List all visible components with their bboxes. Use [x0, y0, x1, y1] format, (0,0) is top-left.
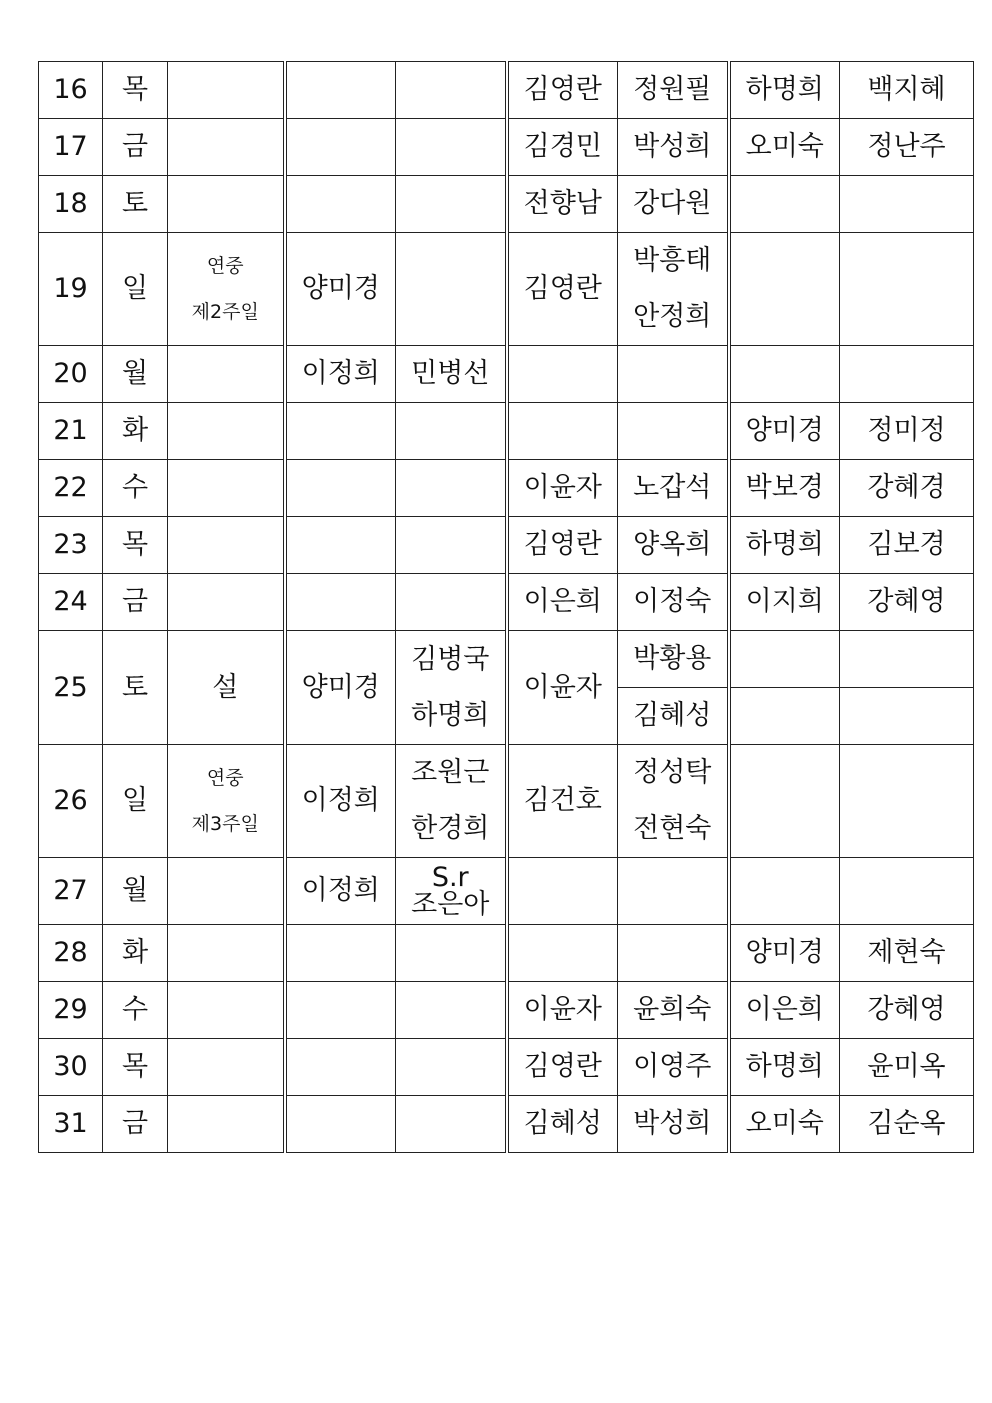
cell-c5: 양옥희: [618, 517, 729, 574]
day-cell: 20: [39, 346, 103, 403]
table-row: [39, 176, 974, 233]
cell-c7: [840, 631, 974, 688]
name-line-1: S.r: [431, 862, 469, 893]
cell-c4: 김영란: [507, 517, 618, 574]
cell-c4: 이윤자: [507, 982, 618, 1039]
liturgy-cell: [168, 574, 285, 631]
cell-c2: [285, 925, 396, 982]
liturgy-cell: [168, 62, 285, 119]
table-row: [39, 460, 974, 517]
liturgy-cell: [168, 176, 285, 233]
cell-c6: [729, 858, 840, 925]
cell-c3: [396, 1039, 507, 1096]
cell-c7: [840, 233, 974, 346]
weekday-cell: 토: [103, 176, 168, 233]
cell-c7: 강혜영: [840, 574, 974, 631]
day-cell: 26: [39, 745, 103, 858]
weekday-cell: 일: [103, 233, 168, 346]
weekday-cell: 목: [103, 517, 168, 574]
cell-c5: 김혜성: [618, 688, 729, 745]
cell-c6: [729, 745, 840, 858]
cell-c6: [729, 233, 840, 346]
table-row: [39, 62, 974, 119]
liturgy-cell: [168, 233, 285, 346]
cell-c5: 윤희숙: [618, 982, 729, 1039]
day-cell: 16: [39, 62, 103, 119]
name-line-1: 정성탁: [633, 757, 712, 788]
cell-c2: [285, 1039, 396, 1096]
cell-c5: 강다원: [618, 176, 729, 233]
name-line-1: 조원근: [411, 757, 490, 788]
liturgy-line-1: 연중: [206, 767, 244, 789]
liturgy-cell: [168, 346, 285, 403]
liturgy-cell: [168, 403, 285, 460]
day-cell: 29: [39, 982, 103, 1039]
cell-c2: 양미경: [285, 631, 396, 745]
cell-c7: [840, 346, 974, 403]
cell-c7: 정난주: [840, 119, 974, 176]
name-line-1: 박흥태: [633, 245, 712, 276]
cell-c4: [507, 925, 618, 982]
day-cell: 31: [39, 1096, 103, 1153]
cell-c3: 민병선: [396, 346, 507, 403]
day-cell: 18: [39, 176, 103, 233]
weekday-cell: 금: [103, 1096, 168, 1153]
day-cell: 25: [39, 631, 103, 745]
cell-c3: [396, 925, 507, 982]
cell-c2: [285, 982, 396, 1039]
day-cell: 19: [39, 233, 103, 346]
cell-c3: [396, 517, 507, 574]
cell-c2: [285, 403, 396, 460]
day-cell: 22: [39, 460, 103, 517]
cell-c5: [618, 858, 729, 925]
liturgy-line-1: 연중: [206, 255, 244, 277]
cell-c6: 이지희: [729, 574, 840, 631]
day-cell: 30: [39, 1039, 103, 1096]
table-row: [39, 403, 974, 460]
weekday-cell: 금: [103, 574, 168, 631]
cell-c5: [618, 233, 729, 346]
cell-c3: [396, 62, 507, 119]
cell-c3: [396, 574, 507, 631]
table-row: [39, 119, 974, 176]
liturgy-cell: [168, 517, 285, 574]
cell-c3: [396, 119, 507, 176]
liturgy-cell: [168, 119, 285, 176]
day-cell: 27: [39, 858, 103, 925]
cell-c2: 이정희: [285, 346, 396, 403]
table-row: [39, 233, 974, 346]
weekday-cell: 수: [103, 460, 168, 517]
schedule-table: [38, 61, 974, 1153]
table-row: [39, 574, 974, 631]
liturgy-cell: [168, 925, 285, 982]
table-row: [39, 925, 974, 982]
cell-c2: [285, 119, 396, 176]
cell-c7: 제현숙: [840, 925, 974, 982]
cell-c6: 오미숙: [729, 1096, 840, 1153]
weekday-cell: 수: [103, 982, 168, 1039]
cell-c7: [840, 688, 974, 745]
weekday-cell: 목: [103, 1039, 168, 1096]
liturgy-line-2: 제2주일: [191, 301, 259, 323]
name-line-2: 한경희: [411, 813, 490, 844]
day-cell: 21: [39, 403, 103, 460]
day-cell: 24: [39, 574, 103, 631]
liturgy-cell: [168, 745, 285, 858]
name-line-2: 전현숙: [633, 813, 712, 844]
cell-c3: [396, 745, 507, 858]
table-row: [39, 346, 974, 403]
cell-c4: [507, 858, 618, 925]
cell-c4: 이윤자: [507, 460, 618, 517]
cell-c6: [729, 176, 840, 233]
cell-c5: [618, 925, 729, 982]
cell-c3: [396, 631, 507, 745]
table-row: [39, 1039, 974, 1096]
liturgy-line-2: 제3주일: [191, 813, 259, 835]
cell-c7: [840, 858, 974, 925]
cell-c6: 하명희: [729, 62, 840, 119]
weekday-cell: 월: [103, 346, 168, 403]
weekday-cell: 월: [103, 858, 168, 925]
cell-c7: [840, 176, 974, 233]
cell-c6: 하명희: [729, 1039, 840, 1096]
cell-c3: [396, 403, 507, 460]
cell-c6: 하명희: [729, 517, 840, 574]
weekday-cell: 목: [103, 62, 168, 119]
day-cell: 28: [39, 925, 103, 982]
weekday-cell: 화: [103, 403, 168, 460]
cell-c4: 전향남: [507, 176, 618, 233]
cell-c3: [396, 858, 507, 925]
day-cell: 23: [39, 517, 103, 574]
cell-c4: 김건호: [507, 745, 618, 858]
cell-c6: 오미숙: [729, 119, 840, 176]
cell-c3: [396, 233, 507, 346]
cell-c7: [840, 745, 974, 858]
cell-c2: [285, 460, 396, 517]
cell-c6: 이은희: [729, 982, 840, 1039]
table-row: [39, 517, 974, 574]
liturgy-cell: [168, 1039, 285, 1096]
table-row: [39, 631, 974, 688]
cell-c2: [285, 574, 396, 631]
cell-c2: [285, 176, 396, 233]
cell-c4: 김영란: [507, 62, 618, 119]
cell-c3: [396, 176, 507, 233]
cell-c7: 백지혜: [840, 62, 974, 119]
name-line-2: 안정희: [633, 301, 712, 332]
cell-c4: 김혜성: [507, 1096, 618, 1153]
cell-c2: [285, 1096, 396, 1153]
cell-c5: 이정숙: [618, 574, 729, 631]
cell-c6: 박보경: [729, 460, 840, 517]
cell-c4: 김경민: [507, 119, 618, 176]
cell-c7: 정미정: [840, 403, 974, 460]
cell-c5: [618, 745, 729, 858]
day-cell: 17: [39, 119, 103, 176]
table-row: [39, 745, 974, 858]
liturgy-cell: [168, 460, 285, 517]
cell-c2: [285, 517, 396, 574]
table-row: [39, 1096, 974, 1153]
weekday-cell: 토: [103, 631, 168, 745]
cell-c4: 이윤자: [507, 631, 618, 745]
cell-c6: [729, 688, 840, 745]
weekday-cell: 일: [103, 745, 168, 858]
cell-c5: 박성희: [618, 119, 729, 176]
table-row: [39, 858, 974, 925]
cell-c7: 윤미옥: [840, 1039, 974, 1096]
cell-c3: [396, 460, 507, 517]
weekday-cell: 금: [103, 119, 168, 176]
cell-c2: 이정희: [285, 858, 396, 925]
cell-c3: [396, 982, 507, 1039]
cell-c6: 양미경: [729, 403, 840, 460]
cell-c7: 강혜경: [840, 460, 974, 517]
cell-c5: 이영주: [618, 1039, 729, 1096]
cell-c6: [729, 346, 840, 403]
weekday-cell: 화: [103, 925, 168, 982]
cell-c4: [507, 346, 618, 403]
cell-c5: 박황용: [618, 631, 729, 688]
cell-c7: 김순옥: [840, 1096, 974, 1153]
cell-c5: 정원필: [618, 62, 729, 119]
cell-c4: 김영란: [507, 1039, 618, 1096]
cell-c7: 강혜영: [840, 982, 974, 1039]
cell-c6: [729, 631, 840, 688]
liturgy-cell: 설: [168, 631, 285, 745]
cell-c7: 김보경: [840, 517, 974, 574]
name-line-1: 김병국: [411, 643, 490, 675]
liturgy-cell: [168, 982, 285, 1039]
cell-c5: [618, 346, 729, 403]
cell-c4: 이은희: [507, 574, 618, 631]
cell-c5: 박성희: [618, 1096, 729, 1153]
cell-c2: 양미경: [285, 233, 396, 346]
cell-c2: 이정희: [285, 745, 396, 858]
cell-c4: [507, 403, 618, 460]
cell-c5: 노갑석: [618, 460, 729, 517]
cell-c5: [618, 403, 729, 460]
table-row: [39, 982, 974, 1039]
cell-c4: 김영란: [507, 233, 618, 346]
liturgy-cell: [168, 1096, 285, 1153]
cell-c2: [285, 62, 396, 119]
name-line-2: 하명희: [411, 699, 490, 731]
liturgy-cell: [168, 858, 285, 925]
cell-c3: [396, 1096, 507, 1153]
name-line-2: 조은아: [411, 889, 490, 920]
cell-c6: 양미경: [729, 925, 840, 982]
